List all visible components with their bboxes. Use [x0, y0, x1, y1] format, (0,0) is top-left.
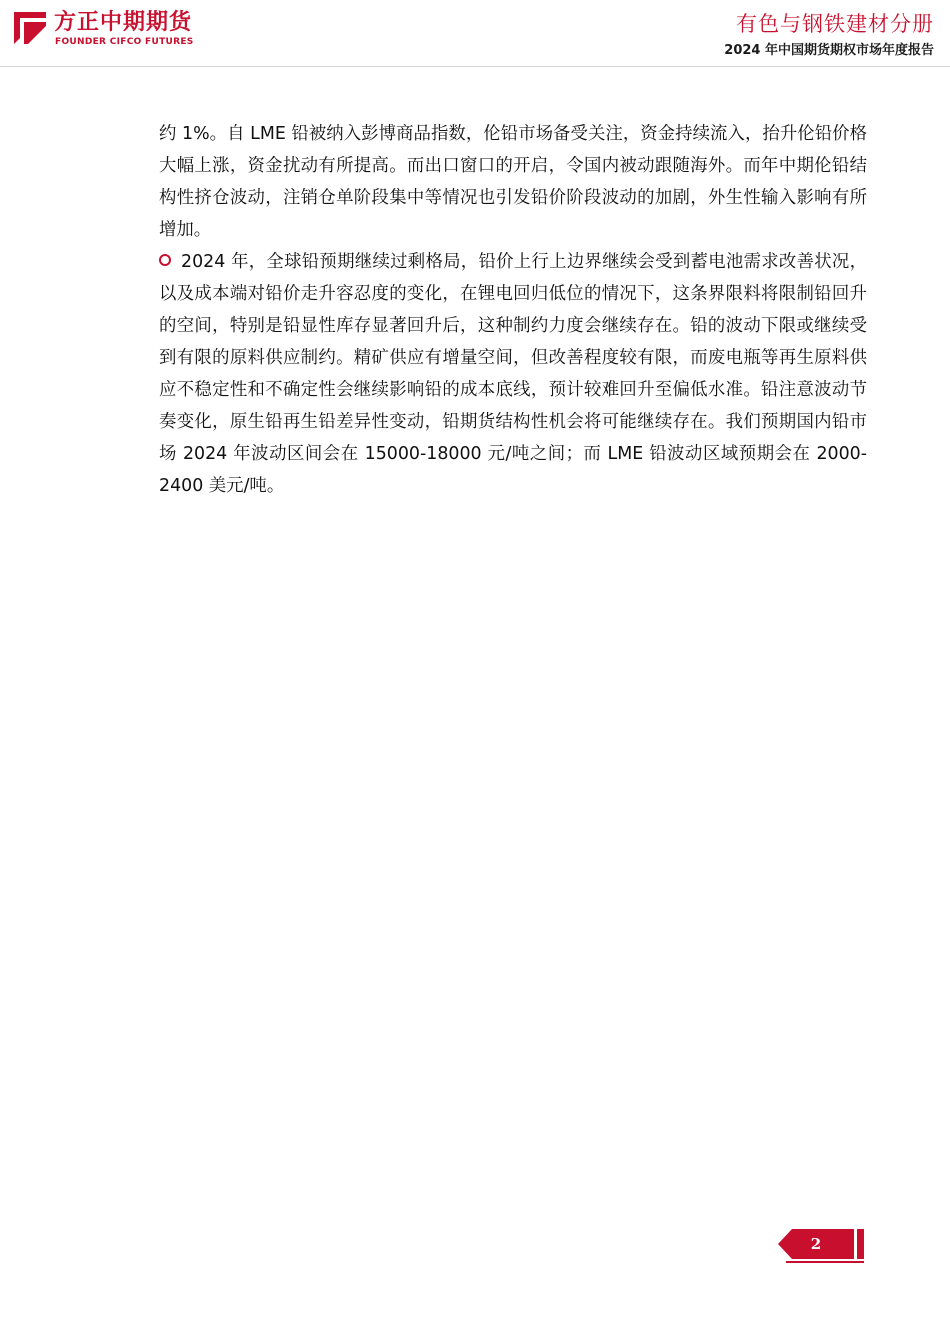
page-number-badge [778, 1229, 868, 1263]
bullet-paragraph [159, 246, 867, 502]
logo-chinese-name: 方正中期期货 [54, 10, 193, 35]
founder-logo-icon [14, 12, 46, 44]
company-logo [14, 10, 214, 50]
header-divider [0, 66, 950, 67]
report-subtitle: 2024 年中国期货期权市场年度报告 [724, 43, 934, 58]
page-number: 2 [810, 1235, 822, 1253]
logo-english-name: FOUNDER CIFCO FUTURES [55, 37, 194, 47]
circle-bullet-icon [159, 254, 171, 266]
bullet-paragraph-text: 2024 年，全球铅预期继续过剩格局，铅价上行上边界继续会受到蓄电池需求改善状况，以及成本端对铅价走升容忍度的变化，在锂电回归低位的情况下，这条界限料将限制铅回升的空间，特别是铅显性库存显著回升后，这种制约力度会继续存在。铅的波动下限或继续受到有限的原料供应制约。精矿供应有增量空间，但改善程度较有限，而废电瓶等再生原料供应不稳定性和不确定性会继续影响铅的成本底线，预计较难回升至偏低水准。铅注意波动节奏变化，原生铅再生铅差异性变动，铅期货结构性机会将可能继续存在。我们预期国内铅市场 2024 年波动区间会在 15000-18000 元/吨之间；而 LME 铅波动区域预期会在 2000-2400 美元/吨。 [159, 252, 867, 496]
document-body [159, 118, 867, 502]
report-header [724, 10, 934, 60]
paragraph-continued: 约 1%。自 LME 铅被纳入彭博商品指数，伦铅市场备受关注，资金持续流入，抬升伦铅价格大幅上涨，资金扰动有所提高。而出口窗口的开启，令国内被动跟随海外。而年中期伦铅结构性挤仓波动，注销仓单阶段集中等情况也引发铅价阶段波动的加剧，外生性输入影响有所增加。 [159, 124, 867, 240]
report-volume-title: 有色与钢铁建材分册 [736, 12, 934, 36]
